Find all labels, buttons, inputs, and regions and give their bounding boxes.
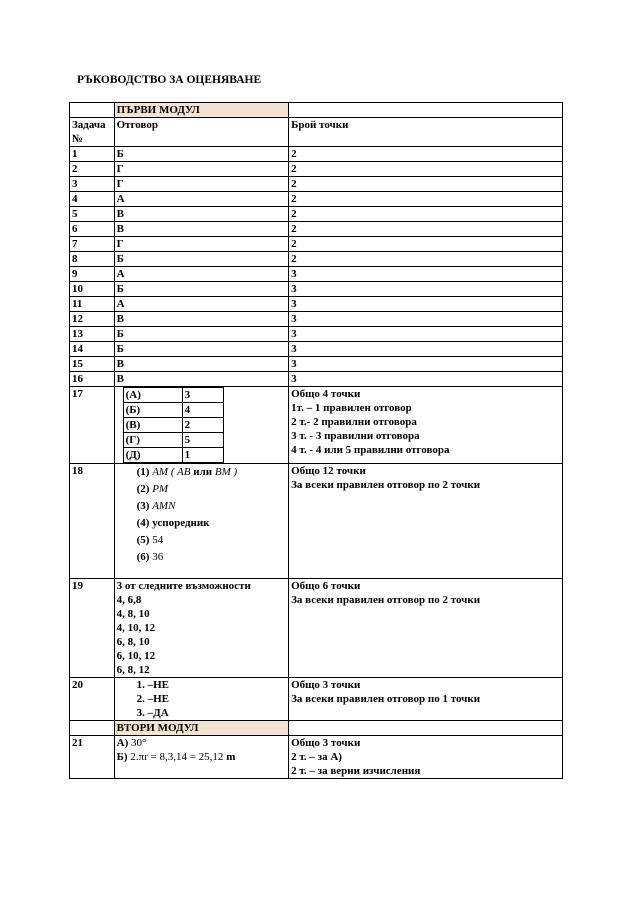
task-number: 21 bbox=[70, 736, 115, 779]
points-line: За всеки правилен отговор по 1 точки bbox=[291, 693, 481, 705]
points-line: 2 т. – за А) bbox=[291, 751, 342, 763]
points-cell bbox=[289, 387, 563, 464]
module-title: ВТОРИ МОДУЛ bbox=[114, 721, 288, 736]
item-key: (1) bbox=[136, 466, 150, 478]
matching-value: 3 bbox=[182, 388, 223, 403]
answer-cell: В bbox=[114, 357, 288, 372]
answer-line bbox=[117, 750, 286, 764]
task-number: 13 bbox=[70, 327, 115, 342]
points-cell bbox=[289, 736, 563, 779]
answer-line bbox=[117, 736, 286, 750]
answer-line bbox=[117, 464, 286, 481]
task-number: 16 bbox=[70, 372, 115, 387]
table-row bbox=[70, 327, 563, 342]
math-expr: AMN bbox=[152, 500, 176, 512]
table-header-row bbox=[70, 118, 563, 147]
answer-cell: В bbox=[114, 222, 288, 237]
answer-line: 4, 10, 12 bbox=[116, 622, 156, 634]
task-number: 11 bbox=[70, 297, 115, 312]
points-line: За всеки правилен отговор по 2 точки bbox=[291, 479, 481, 491]
item-key: (2) bbox=[136, 483, 150, 495]
answer-cell: Б bbox=[114, 327, 288, 342]
table-row bbox=[70, 147, 563, 162]
table-row bbox=[70, 267, 563, 282]
task-number: 5 bbox=[70, 207, 115, 222]
table-row bbox=[70, 237, 563, 252]
points-cell: 2 bbox=[289, 177, 563, 192]
matching-value: 2 bbox=[182, 418, 223, 433]
task-number: 7 bbox=[70, 237, 115, 252]
points-cell: 3 bbox=[289, 372, 563, 387]
table-row bbox=[70, 177, 563, 192]
conjunction: или bbox=[190, 466, 215, 478]
table-row bbox=[70, 297, 563, 312]
table-row bbox=[70, 312, 563, 327]
answer-cell: Г bbox=[114, 237, 288, 252]
answer-line bbox=[117, 515, 286, 532]
answer-line: 4, 6,8 bbox=[116, 594, 142, 606]
points-line: Общо 12 точки bbox=[291, 465, 366, 477]
answer-cell: Б bbox=[114, 252, 288, 267]
points-line: 4 т. - 4 или 5 правилни отговора bbox=[291, 444, 450, 456]
answer-cell bbox=[114, 579, 288, 678]
points-line: Общо 3 точки bbox=[291, 679, 361, 691]
points-cell: 3 bbox=[289, 267, 563, 282]
module-header-row bbox=[70, 103, 563, 118]
table-row bbox=[70, 252, 563, 267]
answer-cell bbox=[114, 736, 288, 779]
math-expr: AM ( AB bbox=[152, 466, 191, 478]
answer-cell: В bbox=[114, 372, 288, 387]
grading-table bbox=[69, 102, 563, 779]
answer-line: 1. –НЕ bbox=[136, 679, 170, 691]
matching-label: (Г) bbox=[123, 433, 182, 448]
item-key: (4) bbox=[136, 517, 150, 529]
task-number: 3 bbox=[70, 177, 115, 192]
item-key: (5) bbox=[136, 534, 150, 546]
task-number: 10 bbox=[70, 282, 115, 297]
points-cell: 3 bbox=[289, 357, 563, 372]
points-cell: 3 bbox=[289, 297, 563, 312]
table-row-q20 bbox=[70, 678, 563, 721]
table-row bbox=[70, 162, 563, 177]
answer-cell: Б bbox=[114, 342, 288, 357]
answer-line: 6, 10, 12 bbox=[116, 650, 156, 662]
answer-line: 4, 8, 10 bbox=[116, 608, 150, 620]
answer-line: 6, 8, 10 bbox=[116, 636, 150, 648]
module-title: ПЪРВИ МОДУЛ bbox=[114, 103, 288, 118]
answer-cell: Б bbox=[114, 282, 288, 297]
points-line: 1т. – 1 правилен отговор bbox=[291, 402, 412, 414]
task-number: 4 bbox=[70, 192, 115, 207]
answer-line bbox=[117, 498, 286, 515]
header-answer: Отговор bbox=[114, 118, 288, 147]
points-line: За всеки правилен отговор по 2 точки bbox=[291, 594, 481, 606]
answer-value: 30° bbox=[130, 737, 147, 749]
task-number: 19 bbox=[70, 579, 115, 678]
answer-line bbox=[117, 549, 286, 566]
task-number: 2 bbox=[70, 162, 115, 177]
task-number: 15 bbox=[70, 357, 115, 372]
matching-value: 5 bbox=[182, 433, 223, 448]
matching-label: (Д) bbox=[123, 448, 182, 463]
item-key: (3) bbox=[136, 500, 150, 512]
math-expr: PM bbox=[152, 483, 169, 495]
item-key: (6) bbox=[136, 551, 150, 563]
task-number: 8 bbox=[70, 252, 115, 267]
points-cell: 2 bbox=[289, 192, 563, 207]
answer-cell: В bbox=[114, 207, 288, 222]
table-row bbox=[70, 282, 563, 297]
table-row bbox=[70, 342, 563, 357]
answer-cell bbox=[114, 387, 288, 464]
points-cell: 2 bbox=[289, 162, 563, 177]
header-points: Брой точки bbox=[289, 118, 563, 147]
matching-row bbox=[123, 388, 223, 403]
task-number: 12 bbox=[70, 312, 115, 327]
points-cell bbox=[289, 464, 563, 579]
task-number: 14 bbox=[70, 342, 115, 357]
task-number: 17 bbox=[70, 387, 115, 464]
points-cell bbox=[289, 579, 563, 678]
unit: m bbox=[226, 751, 236, 763]
points-cell: 2 bbox=[289, 207, 563, 222]
answer-line: 6, 8, 12 bbox=[116, 664, 150, 676]
points-cell: 3 bbox=[289, 342, 563, 357]
document-title: РЪКОВОДСТВО ЗА ОЦЕНЯВАНЕ bbox=[77, 74, 262, 86]
blank-cell bbox=[70, 721, 115, 736]
matching-row bbox=[123, 418, 223, 433]
answer-number: 54 bbox=[152, 534, 164, 546]
answer-text: успоредник bbox=[152, 517, 210, 529]
task-number: 6 bbox=[70, 222, 115, 237]
points-cell: 2 bbox=[289, 252, 563, 267]
task-number: 9 bbox=[70, 267, 115, 282]
points-line: 2 т. – за верни изчисления bbox=[291, 765, 421, 777]
table-row bbox=[70, 192, 563, 207]
item-label: Б) bbox=[116, 751, 128, 763]
points-cell: 3 bbox=[289, 312, 563, 327]
answer-cell bbox=[114, 464, 288, 579]
answer-cell: Г bbox=[114, 177, 288, 192]
table-row bbox=[70, 207, 563, 222]
module-header-row bbox=[70, 721, 563, 736]
points-cell: 2 bbox=[289, 222, 563, 237]
points-line: Общо 6 точки bbox=[291, 580, 361, 592]
points-line: 3 т. - 3 правилни отговора bbox=[291, 430, 420, 442]
item-label: А) bbox=[116, 737, 129, 749]
points-cell: 2 bbox=[289, 237, 563, 252]
matching-row bbox=[123, 433, 223, 448]
answer-line: 3 от следните възможности bbox=[116, 580, 251, 592]
task-number: 1 bbox=[70, 147, 115, 162]
task-number: 18 bbox=[70, 464, 115, 579]
answer-cell: А bbox=[114, 192, 288, 207]
table-row-q18 bbox=[70, 464, 563, 579]
table-row bbox=[70, 357, 563, 372]
answer-cell: А bbox=[114, 267, 288, 282]
formula: 2.πr = 8,3,14 = 25,12 bbox=[130, 751, 224, 763]
header-task: Задача № bbox=[70, 118, 115, 147]
answer-cell: А bbox=[114, 297, 288, 312]
table-row-q17 bbox=[70, 387, 563, 464]
table-row-q19 bbox=[70, 579, 563, 678]
matching-value: 1 bbox=[182, 448, 223, 463]
answer-line: 2. –НЕ bbox=[136, 693, 170, 705]
matching-value: 4 bbox=[182, 403, 223, 418]
answer-cell: В bbox=[114, 312, 288, 327]
points-cell: 2 bbox=[289, 147, 563, 162]
points-line: 2 т.- 2 правилни отговора bbox=[291, 416, 417, 428]
matching-row bbox=[123, 448, 223, 463]
points-cell: 3 bbox=[289, 282, 563, 297]
answer-cell bbox=[114, 678, 288, 721]
points-cell bbox=[289, 678, 563, 721]
answer-cell: Б bbox=[114, 147, 288, 162]
points-line: Общо 3 точки bbox=[291, 737, 361, 749]
matching-label: (В) bbox=[123, 418, 182, 433]
table-row-q21 bbox=[70, 736, 563, 779]
answer-cell: Г bbox=[114, 162, 288, 177]
blank-cell bbox=[289, 721, 563, 736]
task-number: 20 bbox=[70, 678, 115, 721]
answer-line bbox=[117, 532, 286, 549]
answer-line: 3. –ДА bbox=[136, 707, 169, 719]
math-expr: BM ) bbox=[214, 466, 238, 478]
table-row bbox=[70, 372, 563, 387]
answer-line bbox=[117, 481, 286, 498]
points-cell: 3 bbox=[289, 327, 563, 342]
points-line: Общо 4 точки bbox=[291, 388, 361, 400]
answer-number: 36 bbox=[152, 551, 164, 563]
table-row bbox=[70, 222, 563, 237]
matching-label: (А) bbox=[123, 388, 182, 403]
matching-label: (Б) bbox=[123, 403, 182, 418]
matching-table bbox=[123, 387, 224, 463]
matching-row bbox=[123, 403, 223, 418]
